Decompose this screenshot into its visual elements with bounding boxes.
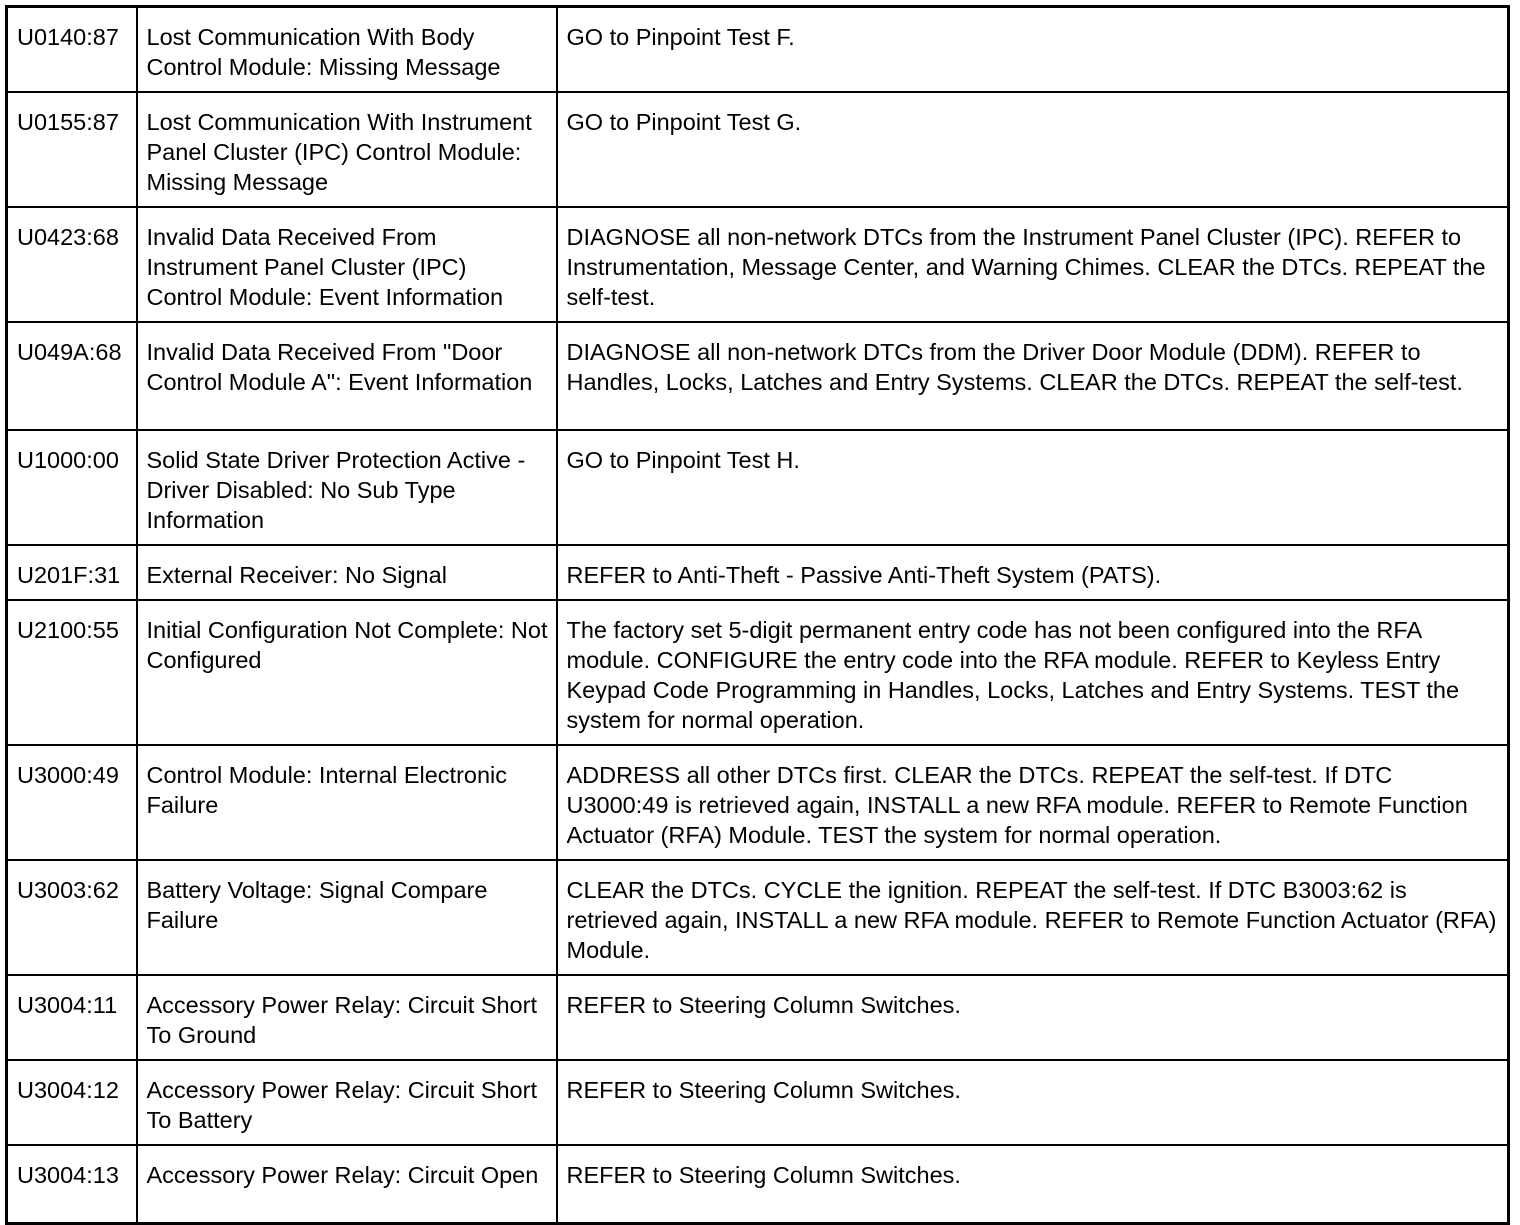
- table-row: [7, 745, 1509, 860]
- dtc-action: DIAGNOSE all non-network DTCs from the Instrument Panel Cluster (IPC). REFER to Instrumentation, Message Center, and Warning Chimes. CLEAR the DTCs. REPEAT the self-test.: [557, 207, 1509, 322]
- table-row: [7, 92, 1509, 207]
- dtc-code: U3000:49: [7, 745, 137, 860]
- table-row: [7, 600, 1509, 745]
- dtc-code: U0140:87: [7, 7, 137, 93]
- dtc-description: Battery Voltage: Signal Compare Failure: [137, 860, 557, 975]
- table-row: [7, 1060, 1509, 1145]
- dtc-action: CLEAR the DTCs. CYCLE the ignition. REPEAT the self-test. If DTC B3003:62 is retrieved again, INSTALL a new RFA module. REFER to Remote Function Actuator (RFA) Module.: [557, 860, 1509, 975]
- dtc-code: U0423:68: [7, 207, 137, 322]
- table-row: [7, 545, 1509, 600]
- table-row: [7, 860, 1509, 975]
- dtc-code: U3003:62: [7, 860, 137, 975]
- dtc-description: Lost Communication With Body Control Module: Missing Message: [137, 7, 557, 93]
- dtc-description: Invalid Data Received From Instrument Panel Cluster (IPC) Control Module: Event Information: [137, 207, 557, 322]
- dtc-action: ADDRESS all other DTCs first. CLEAR the DTCs. REPEAT the self-test. If DTC U3000:49 is retrieved again, INSTALL a new RFA module. REFER to Remote Function Actuator (RFA) Module. TEST the system for normal operation.: [557, 745, 1509, 860]
- dtc-description: Invalid Data Received From "Door Control Module A": Event Information: [137, 322, 557, 430]
- dtc-action: REFER to Steering Column Switches.: [557, 1145, 1509, 1223]
- dtc-action: GO to Pinpoint Test F.: [557, 7, 1509, 93]
- dtc-table: [5, 5, 1510, 1225]
- dtc-action: REFER to Steering Column Switches.: [557, 1060, 1509, 1145]
- table-row: [7, 975, 1509, 1060]
- table-row: [7, 430, 1509, 545]
- dtc-description: Accessory Power Relay: Circuit Short To Ground: [137, 975, 557, 1060]
- dtc-action: REFER to Anti-Theft - Passive Anti-Theft System (PATS).: [557, 545, 1509, 600]
- dtc-description: Solid State Driver Protection Active -Driver Disabled: No Sub Type Information: [137, 430, 557, 545]
- dtc-description: Initial Configuration Not Complete: Not Configured: [137, 600, 557, 745]
- dtc-description: Accessory Power Relay: Circuit Open: [137, 1145, 557, 1223]
- dtc-action: DIAGNOSE all non-network DTCs from the Driver Door Module (DDM). REFER to Handles, Locks, Latches and Entry Systems. CLEAR the DTCs. REPEAT the self-test.: [557, 322, 1509, 430]
- dtc-action: The factory set 5-digit permanent entry code has not been configured into the RFA module. CONFIGURE the entry code into the RFA module. REFER to Keyless Entry Keypad Code Programming in Handles, Locks, Latches and Entry Systems. TEST the system for normal operation.: [557, 600, 1509, 745]
- dtc-description: Control Module: Internal Electronic Failure: [137, 745, 557, 860]
- dtc-code: U0155:87: [7, 92, 137, 207]
- dtc-description: Accessory Power Relay: Circuit Short To Battery: [137, 1060, 557, 1145]
- dtc-code: U1000:00: [7, 430, 137, 545]
- dtc-code: U049A:68: [7, 322, 137, 430]
- dtc-code: U3004:11: [7, 975, 137, 1060]
- dtc-description: External Receiver: No Signal: [137, 545, 557, 600]
- table-row: [7, 7, 1509, 93]
- dtc-action: REFER to Steering Column Switches.: [557, 975, 1509, 1060]
- dtc-code: U201F:31: [7, 545, 137, 600]
- dtc-code: U3004:12: [7, 1060, 137, 1145]
- dtc-code: U3004:13: [7, 1145, 137, 1223]
- table-row: [7, 322, 1509, 430]
- dtc-action: GO to Pinpoint Test G.: [557, 92, 1509, 207]
- table-row: [7, 1145, 1509, 1223]
- dtc-code: U2100:55: [7, 600, 137, 745]
- table-row: [7, 207, 1509, 322]
- dtc-action: GO to Pinpoint Test H.: [557, 430, 1509, 545]
- dtc-description: Lost Communication With Instrument Panel Cluster (IPC) Control Module: Missing Message: [137, 92, 557, 207]
